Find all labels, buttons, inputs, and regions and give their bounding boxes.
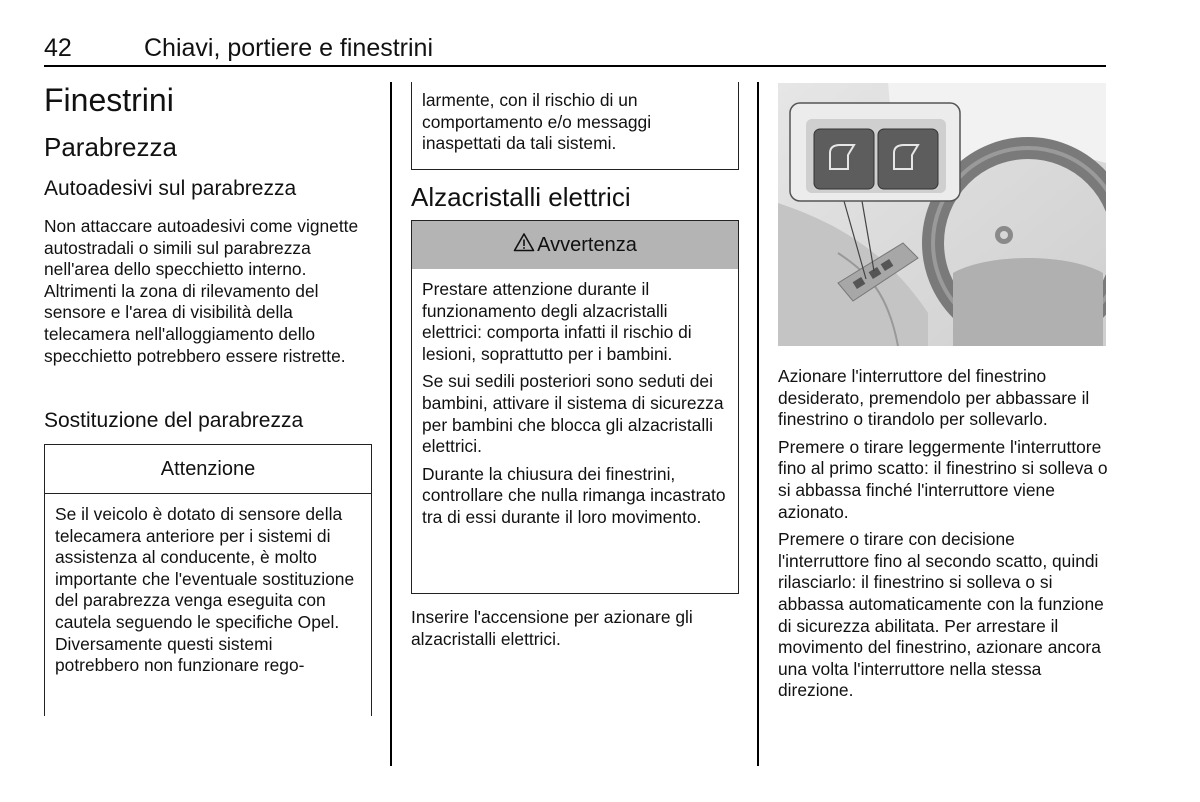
header-rule [44,65,1106,67]
section-heading-parabrezza: Parabrezza [44,132,177,162]
caution-text: Se il veicolo è dotato di sensore della telecamera anteriore per i sistemi di assistenza al conducente, è molto importante che l'eventuale sostituzione del parabrezza venga eseguita con cautela seguendo le specifiche Opel. Diversamente questi sistemi potrebbero non funzionare rego- [55,504,355,676]
warning-header [412,221,738,269]
caution-box-continued [411,82,739,170]
paragraph-second-click: Premere o tirare con decisione l'interruttore fino al secondo scatto, quindi rilasciarlo: il finestrino si solleva o si abbassa automaticamente con la funzione di sicurezza abilitata. Per arrestare il movimento del finestrino, azionare ancora una volta l'interruttore nella stessa direzione. [778,529,1104,701]
caution-heading: Attenzione [45,445,371,494]
warning-box [411,220,739,594]
right-column-text [778,366,1108,702]
warning-paragraph: Durante la chiusura dei finestrini, controllare che nulla rimanga incastrato tra di essi durante il loro movimento. [422,463,726,527]
section-heading-alzacristalli: Alzacristalli elettrici [411,182,631,212]
subheading-autoadesivi: Autoadesivi sul parabrezza [44,177,297,200]
paragraph-ignition: Inserire l'accensione per azionare gli alzacristalli elettrici. [411,607,693,649]
page-title: Finestrini [44,82,174,118]
door-panel-window-switches-illustration [778,83,1106,346]
column-divider [390,82,392,766]
paragraph-first-click: Premere o tirare leggermente l'interruttore fino al primo scatto: il finestrino si solleva o si abbassa finché l'interruttore viene azionato. [778,436,1108,522]
warning-heading: Avvertenza [537,233,637,256]
caution-text-continued: larmente, con il rischio di un comportamento e/o messaggi inaspettati da tali sistemi. [422,90,652,154]
paragraph-actuate: Azionare l'interruttore del finestrino desiderato, premendolo per abbassare il finestrino o tirandolo per sollevarlo. [778,366,1090,430]
warning-paragraph: Se sui sedili posteriori sono seduti dei bambini, attivare il sistema di sicurezza per bambini che blocca gli alzacristalli elettrici. [422,371,724,457]
warning-paragraph: Prestare attenzione durante il funzionamento degli alzacristalli elettrici: comporta infatti il rischio di lesioni, soprattutto per i bambini. [422,279,692,364]
warning-triangle-icon [513,232,535,258]
running-title: Chiavi, portiere e finestrini [144,34,434,62]
subheading-sostituzione: Sostituzione del parabrezza [44,409,304,432]
page-number: 42 [44,34,72,62]
column-divider [757,82,759,766]
paragraph-autoadesivi: Non attaccare autoadesivi come vignette autostradali o simili sul parabrezza nell'area dello specchietto interno. Altrimenti la zona di rilevamento del sensore e l'area di visibilità della telecamera nell'alloggiamento dello specchietto potrebbero essere ristrette. [44,216,359,366]
caution-box [44,444,372,716]
